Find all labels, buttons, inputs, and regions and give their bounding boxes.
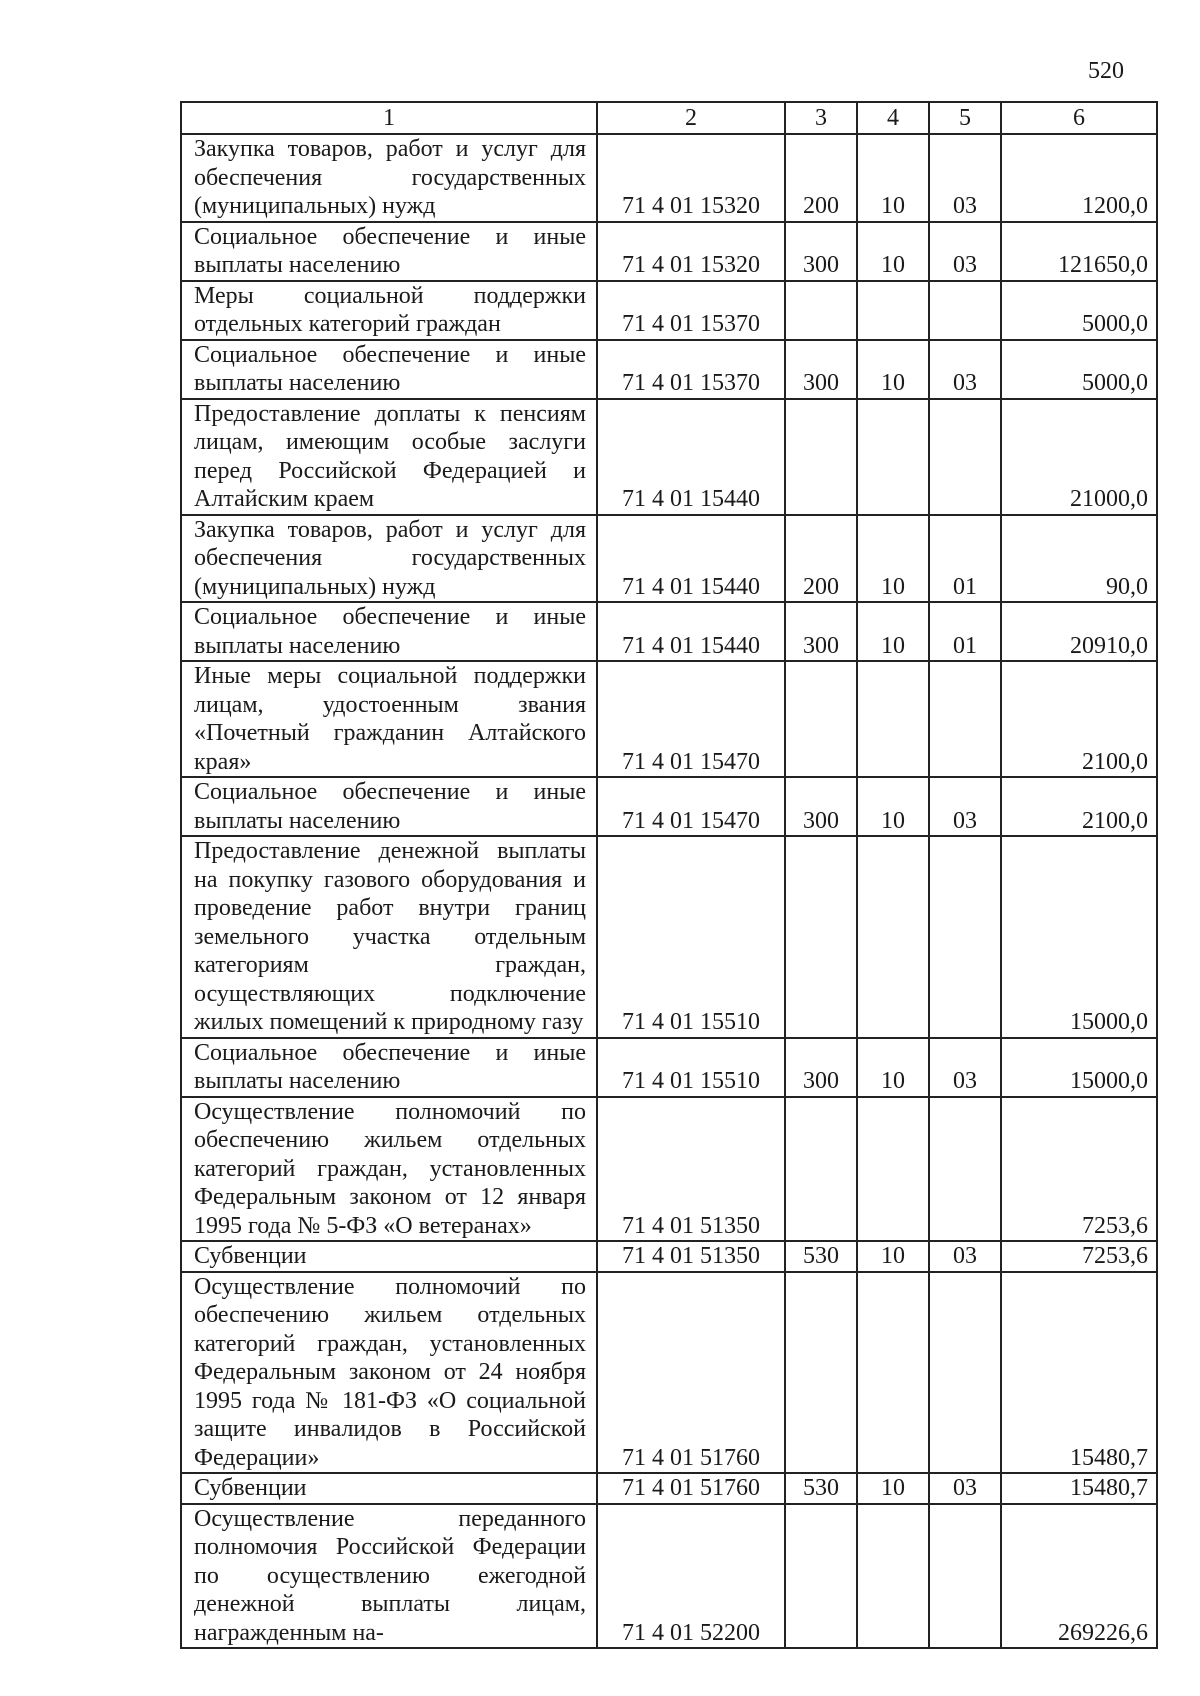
table-row (181, 1038, 1157, 1097)
row-expense-type (785, 1504, 857, 1649)
row-subsection: 01 (929, 515, 1001, 603)
row-section (857, 1504, 929, 1649)
header-cell-6: 6 (1001, 102, 1157, 134)
row-expense-type (785, 661, 857, 777)
row-description: Предоставление доплаты к пенсиям лицам, имеющим особые заслуги перед Российской Федерацией и Алтайским краем (181, 399, 597, 515)
row-section (857, 1272, 929, 1474)
row-amount: 90,0 (1001, 515, 1157, 603)
row-section (857, 1097, 929, 1242)
row-code: 71 4 01 15470 (597, 661, 785, 777)
row-description: Социальное обеспечение и иные выплаты населению (181, 777, 597, 836)
row-description: Социальное обеспечение и иные выплаты населению (181, 1038, 597, 1097)
row-amount: 15000,0 (1001, 1038, 1157, 1097)
table-row (181, 661, 1157, 777)
row-code: 71 4 01 15320 (597, 134, 785, 222)
budget-table (180, 101, 1158, 1649)
row-subsection: 03 (929, 777, 1001, 836)
row-amount: 5000,0 (1001, 281, 1157, 340)
row-code: 71 4 01 15320 (597, 222, 785, 281)
row-subsection (929, 1504, 1001, 1649)
header-cell-3: 3 (785, 102, 857, 134)
row-amount: 269226,6 (1001, 1504, 1157, 1649)
row-amount: 7253,6 (1001, 1097, 1157, 1242)
row-description: Закупка товаров, работ и услуг для обеспечения государственных (муниципальных) нужд (181, 134, 597, 222)
row-expense-type: 530 (785, 1241, 857, 1272)
row-description: Осуществление переданного полномочия Российской Федерации по осуществлению ежегодной денежной выплаты лицам, награжденным на- (181, 1504, 597, 1649)
row-subsection (929, 661, 1001, 777)
row-amount: 21000,0 (1001, 399, 1157, 515)
header-cell-4: 4 (857, 102, 929, 134)
row-expense-type: 300 (785, 1038, 857, 1097)
row-amount: 15480,7 (1001, 1473, 1157, 1504)
table-header-row (181, 102, 1157, 134)
row-subsection: 03 (929, 134, 1001, 222)
row-section (857, 836, 929, 1038)
row-expense-type: 200 (785, 134, 857, 222)
row-amount: 2100,0 (1001, 661, 1157, 777)
table-row (181, 1473, 1157, 1504)
row-expense-type (785, 281, 857, 340)
row-subsection: 03 (929, 1241, 1001, 1272)
row-description: Социальное обеспечение и иные выплаты населению (181, 222, 597, 281)
table-row (181, 836, 1157, 1038)
row-code: 71 4 01 15370 (597, 281, 785, 340)
table-row (181, 1504, 1157, 1649)
row-section: 10 (857, 134, 929, 222)
page-number: 520 (1088, 58, 1124, 84)
row-code: 71 4 01 15440 (597, 399, 785, 515)
row-description: Социальное обеспечение и иные выплаты населению (181, 340, 597, 399)
row-amount: 2100,0 (1001, 777, 1157, 836)
table-row (181, 777, 1157, 836)
header-cell-1: 1 (181, 102, 597, 134)
table-row (181, 281, 1157, 340)
row-code: 71 4 01 52200 (597, 1504, 785, 1649)
row-code: 71 4 01 15470 (597, 777, 785, 836)
table-row (181, 1272, 1157, 1474)
row-expense-type: 200 (785, 515, 857, 603)
row-subsection: 01 (929, 602, 1001, 661)
header-cell-5: 5 (929, 102, 1001, 134)
row-expense-type (785, 399, 857, 515)
header-cell-2: 2 (597, 102, 785, 134)
row-code: 71 4 01 51760 (597, 1272, 785, 1474)
row-subsection: 03 (929, 1038, 1001, 1097)
row-section: 10 (857, 222, 929, 281)
row-subsection (929, 399, 1001, 515)
table-row (181, 1241, 1157, 1272)
row-code: 71 4 01 15370 (597, 340, 785, 399)
row-amount: 15480,7 (1001, 1272, 1157, 1474)
row-subsection: 03 (929, 1473, 1001, 1504)
table-row (181, 1097, 1157, 1242)
row-section: 10 (857, 1473, 929, 1504)
row-description: Субвенции (181, 1473, 597, 1504)
row-amount: 7253,6 (1001, 1241, 1157, 1272)
row-description: Осуществление полномочий по обеспечению жильем отдельных категорий граждан, установленных Федеральным законом от 24 ноября 1995 года № 181-ФЗ «О социальной защите инвалидов в Российской Федерации» (181, 1272, 597, 1474)
row-amount: 20910,0 (1001, 602, 1157, 661)
row-subsection (929, 836, 1001, 1038)
row-expense-type: 300 (785, 222, 857, 281)
row-amount: 121650,0 (1001, 222, 1157, 281)
row-subsection: 03 (929, 222, 1001, 281)
row-description: Закупка товаров, работ и услуг для обеспечения государственных (муниципальных) нужд (181, 515, 597, 603)
row-section: 10 (857, 777, 929, 836)
row-section: 10 (857, 1038, 929, 1097)
row-section: 10 (857, 602, 929, 661)
row-expense-type: 530 (785, 1473, 857, 1504)
row-expense-type: 300 (785, 340, 857, 399)
row-subsection (929, 1272, 1001, 1474)
row-amount: 1200,0 (1001, 134, 1157, 222)
row-subsection (929, 281, 1001, 340)
row-expense-type: 300 (785, 602, 857, 661)
row-description: Предоставление денежной выплаты на покупку газового оборудования и проведение работ внутри границ земельного участка отдельным категориям граждан, осуществляющих подключение жилых помещений к природному газу (181, 836, 597, 1038)
row-code: 71 4 01 51760 (597, 1473, 785, 1504)
row-section: 10 (857, 515, 929, 603)
row-code: 71 4 01 51350 (597, 1097, 785, 1242)
row-description: Осуществление полномочий по обеспечению жильем отдельных категорий граждан, установленных Федеральным законом от 12 января 1995 года № 5-ФЗ «О ветеранах» (181, 1097, 597, 1242)
table-row (181, 222, 1157, 281)
row-amount: 15000,0 (1001, 836, 1157, 1038)
row-subsection: 03 (929, 340, 1001, 399)
row-expense-type (785, 1097, 857, 1242)
row-code: 71 4 01 15510 (597, 1038, 785, 1097)
row-section (857, 281, 929, 340)
row-section (857, 661, 929, 777)
table-row (181, 134, 1157, 222)
row-expense-type (785, 1272, 857, 1474)
table-row (181, 399, 1157, 515)
row-section: 10 (857, 340, 929, 399)
row-expense-type (785, 836, 857, 1038)
row-description: Социальное обеспечение и иные выплаты населению (181, 602, 597, 661)
row-section (857, 399, 929, 515)
table-row (181, 602, 1157, 661)
row-description: Меры социальной поддержки отдельных категорий граждан (181, 281, 597, 340)
row-description: Субвенции (181, 1241, 597, 1272)
row-expense-type: 300 (785, 777, 857, 836)
row-code: 71 4 01 15440 (597, 602, 785, 661)
row-description: Иные меры социальной поддержки лицам, удостоенным звания «Почетный гражданин Алтайского края» (181, 661, 597, 777)
row-code: 71 4 01 15510 (597, 836, 785, 1038)
row-code: 71 4 01 51350 (597, 1241, 785, 1272)
table-row (181, 515, 1157, 603)
row-code: 71 4 01 15440 (597, 515, 785, 603)
row-subsection (929, 1097, 1001, 1242)
row-section: 10 (857, 1241, 929, 1272)
table-row (181, 340, 1157, 399)
row-amount: 5000,0 (1001, 340, 1157, 399)
